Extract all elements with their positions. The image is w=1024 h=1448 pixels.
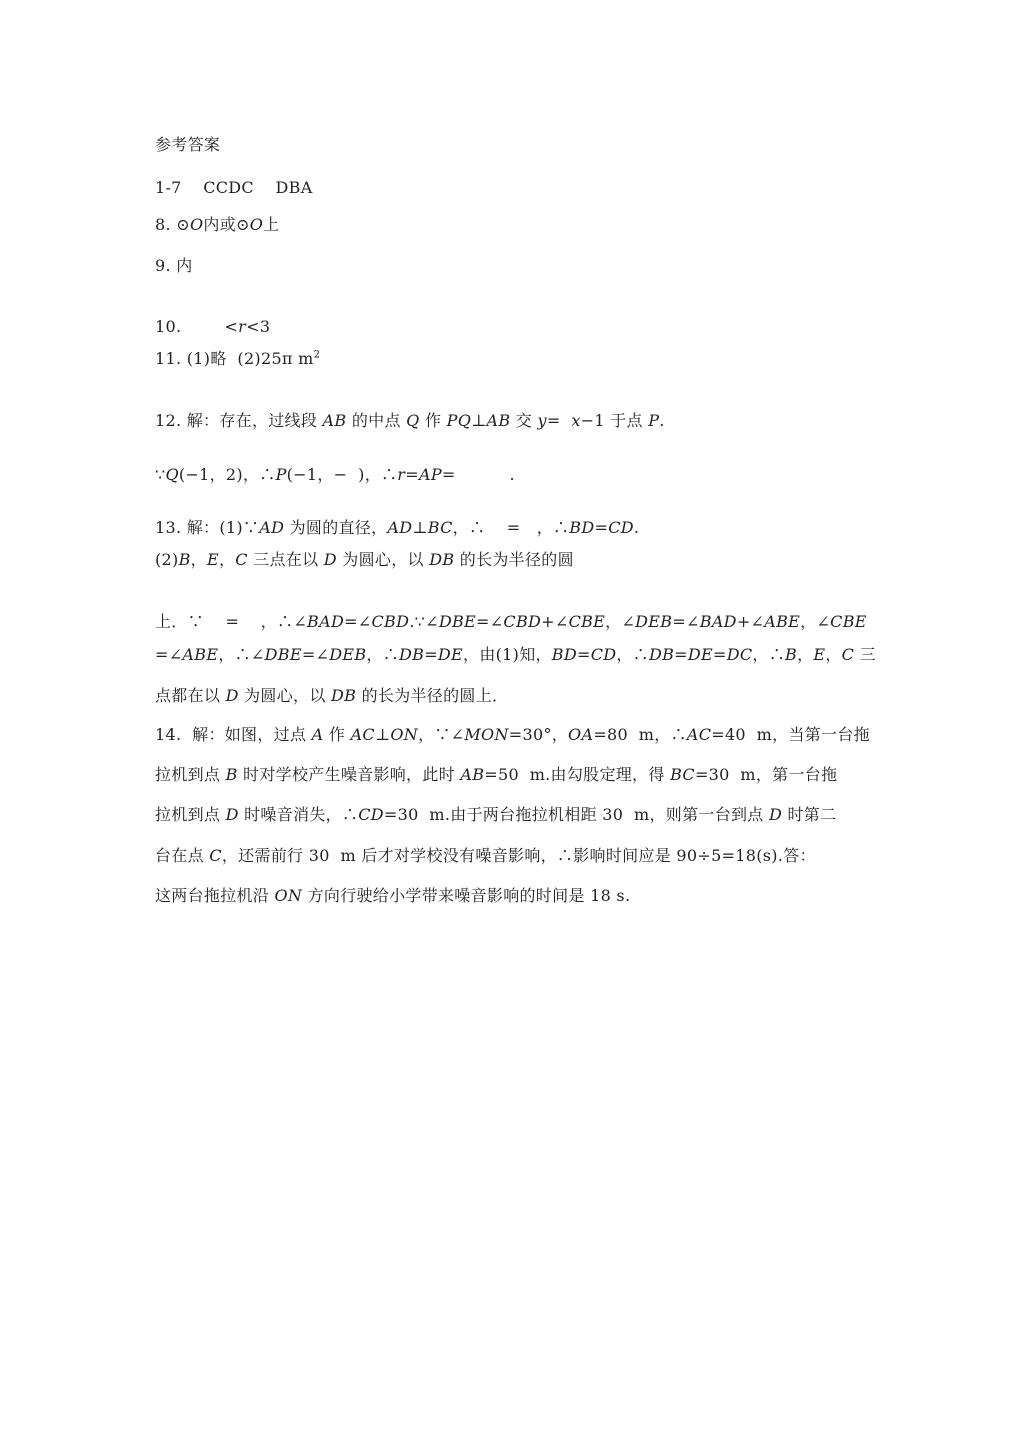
- v: B: [225, 765, 238, 784]
- t: 解：存在，过线段: [186, 411, 323, 430]
- t: 为圆心，以: [238, 686, 332, 705]
- v: AB: [460, 765, 485, 784]
- t: =: [546, 411, 572, 430]
- v: CD: [590, 645, 617, 664]
- t: ，∴: [752, 645, 785, 664]
- answer-number: 12.: [155, 411, 182, 430]
- v: DC: [726, 645, 753, 664]
- t: 拉机到点: [155, 765, 226, 784]
- t: (2): [155, 550, 179, 569]
- t: ∵: [155, 465, 166, 484]
- answer-13-line-1: [155, 518, 875, 538]
- t: =30 m.由于两台拖拉机相距 30 m，则第一台到点: [383, 805, 769, 824]
- t: ⊥: [412, 518, 428, 537]
- t: =: [594, 518, 609, 537]
- v: DB: [399, 645, 425, 664]
- t: =: [576, 645, 591, 664]
- answer-number: 10.: [155, 317, 182, 336]
- answer-heading: [155, 135, 875, 155]
- t: =∠: [155, 645, 183, 664]
- t: =∠: [672, 612, 700, 631]
- t: .: [633, 518, 640, 537]
- v: D: [323, 550, 337, 569]
- answer-text: 内: [176, 256, 193, 275]
- t: ，: [218, 550, 236, 569]
- v: AD: [259, 518, 285, 537]
- v: AB: [322, 411, 347, 430]
- t: =: [713, 645, 727, 664]
- t: ，∴: [366, 645, 400, 664]
- t: ，∴: [616, 645, 649, 664]
- t: 作: [419, 411, 447, 430]
- answer-14-line-3: [155, 805, 875, 825]
- v: D: [768, 805, 783, 824]
- t: 为圆的直径，: [284, 518, 388, 537]
- t: ，∴∠: [260, 612, 308, 631]
- t: 三点在以: [247, 550, 324, 569]
- t: −1 于点: [580, 411, 649, 430]
- v: y: [537, 411, 547, 430]
- t: +∠: [736, 612, 765, 631]
- t: =∠: [344, 612, 372, 631]
- t: =50 m.由勾股定理，得: [484, 765, 671, 784]
- t: 三: [854, 645, 876, 664]
- v: DB: [648, 645, 675, 664]
- t: 方向行驶给小学带来噪音影响的时间是 18 s.: [302, 886, 631, 905]
- answer-number: 9.: [155, 256, 171, 275]
- v: C: [209, 846, 222, 865]
- v: DB: [429, 550, 455, 569]
- v: PQ: [446, 411, 472, 430]
- t: ，: [797, 645, 814, 664]
- answer-number: 11.: [155, 349, 182, 368]
- t: =∠: [301, 645, 330, 664]
- t: 解：(1)∵: [186, 518, 260, 537]
- answer-13-line-2: [155, 550, 875, 570]
- answer-13-line-3: [155, 612, 875, 632]
- t: ⊥: [471, 411, 487, 430]
- v: Q: [406, 411, 420, 430]
- t: ，∴: [536, 518, 570, 537]
- math-var: r: [238, 317, 247, 336]
- t: =80 m，∴: [593, 725, 687, 744]
- v: E: [813, 645, 826, 664]
- answer-11: [155, 349, 875, 369]
- v: OA: [568, 725, 594, 744]
- v: DE: [687, 645, 713, 664]
- t: ，还需前行 30 m 后才对学校没有噪音影响，∴影响时间应是 90÷5=18(s).答：: [221, 846, 816, 865]
- answer-text: DBA: [275, 178, 313, 197]
- v: DBE: [264, 645, 302, 664]
- t: 上．∵: [155, 612, 204, 631]
- v: DEB: [329, 645, 367, 664]
- t: ，∵∠: [418, 725, 465, 744]
- circle-symbol: ⊙: [236, 215, 250, 234]
- v: BD: [551, 645, 577, 664]
- v: D: [225, 686, 239, 705]
- answer-text: (1)略: [186, 349, 227, 368]
- answer-14-line-4: [155, 846, 875, 866]
- answer-number: 13.: [155, 518, 182, 537]
- t: ，由(1)知，: [463, 645, 552, 664]
- v: DBE: [438, 612, 476, 631]
- v: B: [785, 645, 798, 664]
- v: DB: [331, 686, 357, 705]
- math-sym: <: [224, 317, 239, 336]
- t: =∠: [475, 612, 504, 631]
- t: ，: [190, 550, 207, 569]
- t: =: [424, 645, 438, 664]
- t: .∵∠: [409, 612, 439, 631]
- v: CBD: [371, 612, 410, 631]
- answer-text: 上: [263, 215, 280, 234]
- t: (−1，2)，∴: [178, 465, 276, 484]
- answer-text: 内或: [203, 215, 237, 234]
- v: A: [311, 725, 324, 744]
- t: =30°，: [508, 725, 569, 744]
- t: 为圆心，以: [336, 550, 430, 569]
- v: r: [397, 465, 406, 484]
- v: ON: [274, 886, 303, 905]
- t: 的长为半径的圆上．: [356, 686, 509, 705]
- v: P: [648, 411, 660, 430]
- answer-9: [155, 256, 875, 276]
- v: BC: [427, 518, 453, 537]
- t: 时第二: [782, 805, 837, 824]
- v: Q: [165, 465, 179, 484]
- v: B: [178, 550, 191, 569]
- superscript: 2: [313, 349, 321, 361]
- t: ⊥: [374, 725, 391, 744]
- heading-text: 参考答案: [155, 135, 221, 154]
- answer-13-line-5: [155, 686, 875, 706]
- t: 点都在以: [155, 686, 226, 705]
- v: ABE: [182, 645, 219, 664]
- v: BAD: [307, 612, 345, 631]
- v: AB: [486, 411, 511, 430]
- answer-number: 14.: [155, 725, 182, 744]
- t: =: [225, 612, 240, 631]
- circle-symbol: ⊙: [176, 215, 190, 234]
- v: C: [841, 645, 855, 664]
- t: 解：如图，过点: [192, 725, 312, 744]
- answer-text: CCDC: [203, 178, 254, 197]
- t: ，∴∠: [218, 645, 265, 664]
- t: 拉机到点: [155, 805, 226, 824]
- t: 交: [510, 411, 538, 430]
- v: DEB: [635, 612, 673, 631]
- t: 时对学校产生噪音影响，此时: [237, 765, 461, 784]
- t: 的长为半径的圆: [454, 550, 574, 569]
- v: ABE: [764, 612, 801, 631]
- answer-8: [155, 215, 875, 235]
- t: +∠: [541, 612, 569, 631]
- answer-1-7: [155, 178, 875, 198]
- t: (−1，− )，∴: [286, 465, 398, 484]
- t: =40 m，当第一台拖: [711, 725, 870, 744]
- math-var: O: [189, 215, 204, 234]
- answer-10: [155, 317, 875, 337]
- v: C: [235, 550, 248, 569]
- t: ，∠: [605, 612, 636, 631]
- v: BD: [569, 518, 595, 537]
- v: AP: [418, 465, 442, 484]
- v: D: [225, 805, 239, 824]
- v: CBE: [830, 612, 867, 631]
- t: 台在点: [155, 846, 210, 865]
- answer-14-line-5: [155, 886, 875, 906]
- answer-12-line-2: [155, 465, 875, 485]
- t: =: [441, 465, 456, 484]
- v: P: [275, 465, 287, 484]
- t: =: [506, 518, 521, 537]
- answer-text: (2)25π m: [237, 349, 314, 368]
- v: AD: [387, 518, 413, 537]
- v: BAD: [699, 612, 737, 631]
- answer-number: 8.: [155, 215, 171, 234]
- v: AC: [350, 725, 375, 744]
- v: E: [206, 550, 219, 569]
- v: CBD: [503, 612, 542, 631]
- v: ON: [390, 725, 419, 744]
- t: =: [405, 465, 419, 484]
- v: CD: [358, 805, 384, 824]
- answer-14-line-2: [155, 765, 875, 785]
- t: ，: [825, 645, 842, 664]
- v: x: [571, 411, 581, 430]
- t: ，∴: [452, 518, 486, 537]
- v: BC: [670, 765, 695, 784]
- math-var: O: [249, 215, 264, 234]
- v: MON: [464, 725, 509, 744]
- v: CD: [608, 518, 634, 537]
- t: 的中点: [346, 411, 407, 430]
- v: DE: [437, 645, 464, 664]
- answer-number: 1-7: [155, 178, 182, 197]
- t: =30 m，第一台拖: [694, 765, 838, 784]
- t: =: [674, 645, 688, 664]
- math-sym: <3: [246, 317, 271, 336]
- t: 这两台拖拉机沿: [155, 886, 275, 905]
- t: ，∠: [800, 612, 831, 631]
- answer-12-line-1: [155, 411, 875, 431]
- v: CBE: [568, 612, 606, 631]
- t: 时噪音消失，∴: [238, 805, 359, 824]
- v: AC: [686, 725, 712, 744]
- answer-13-line-4: [155, 645, 875, 665]
- t: .: [659, 411, 665, 430]
- t: 作: [323, 725, 351, 744]
- t: .: [509, 465, 515, 484]
- answer-14-line-1: [155, 725, 875, 745]
